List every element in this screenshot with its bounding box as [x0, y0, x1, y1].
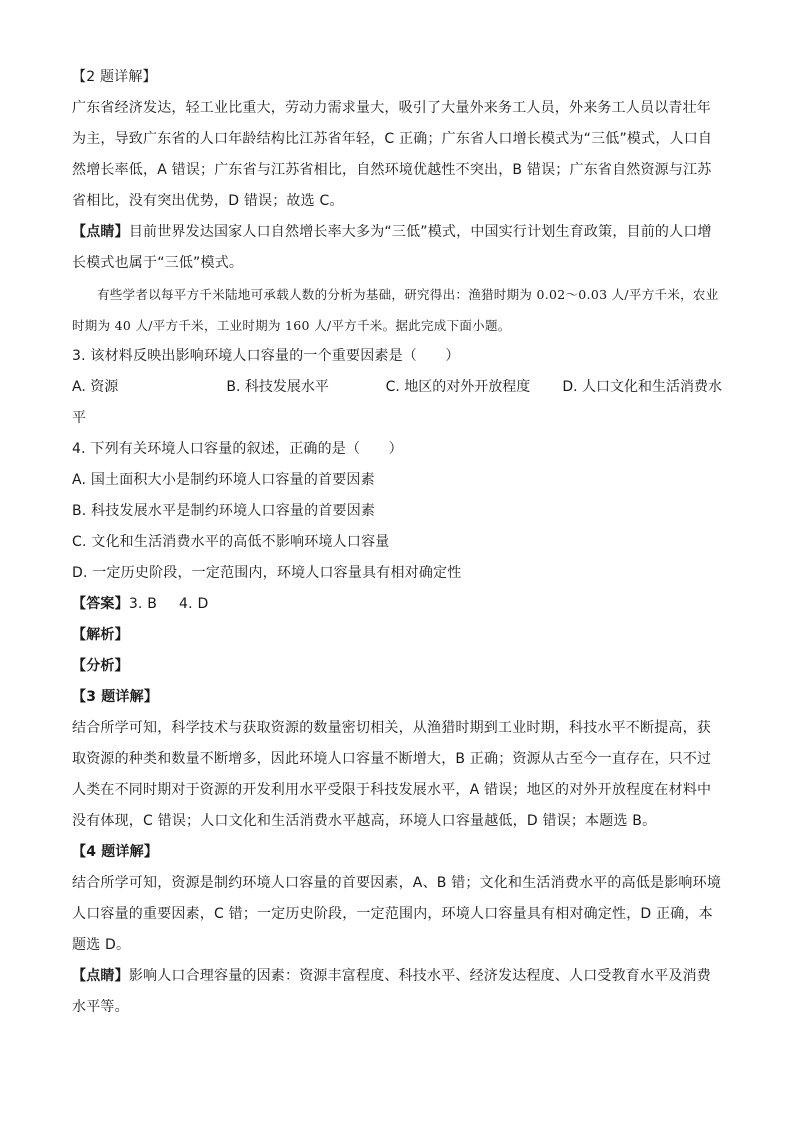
answer-q4: 4. D	[179, 596, 209, 612]
q4-stem: 4. 下列有关环境人口容量的叙述，正确的是（ ）	[72, 441, 403, 457]
tip-1-label: 【点睛】	[72, 224, 129, 240]
q2-detail-text: 广东省经济发达，轻工业比重大，劳动力需求量大，吸引了大量外来务工人员，外来务工人员以青壮年为主，导致广东省的人口年龄结构比江苏省年轻，C 正确；广东省人口增长模式为“三低”模式，人口自然增长率低，A 错误；广东省与江苏省相比，自然环境优越性不突出，B 错误；广东省自然资源与江苏省相比，没有突出优势，D 错误；故选 C。	[72, 100, 713, 209]
q3-option-b: B. 科技发展水平	[226, 379, 329, 395]
answer-q3: 3. B	[128, 596, 158, 612]
q3-option-d-overflow: 平	[72, 410, 87, 426]
q3-stem: 3. 该材料反映出影响环境人口容量的一个重要因素是（ ）	[72, 348, 460, 364]
tip-2-label: 【点睛】	[72, 968, 129, 984]
q2-detail-heading: 【2 题详解】	[72, 69, 157, 85]
answer-label: 【答案】	[72, 596, 129, 612]
q4-option-b: B. 科技发展水平是制约环境人口容量的首要因素	[72, 503, 376, 519]
q3-option-c: C. 地区的对外开放程度	[385, 379, 531, 395]
q4-detail-heading: 【4 题详解】	[72, 844, 159, 860]
q3-options	[72, 372, 722, 403]
q3-detail-text: 结合所学可知，科学技术与获取资源的数量密切相关，从渔猎时期到工业时期，科技水平不断提高，获取资源的种类和数量不断增多，因此环境人口容量不断增大，B 正确；资源从古至今一直存在，只不过人类在不同时期对于资源的开发利用水平受限于科技发展水平，A 错误；地区的对外开放程度在材料中没有体现，C 错误；人口文化和生活消费水平越高，环境人口容量越低，D 错误；本题选 B。	[72, 720, 712, 829]
q3-option-a: A. 资源	[72, 379, 119, 395]
answer-line	[72, 589, 722, 620]
document-page	[72, 62, 722, 1023]
q4-detail-text: 结合所学可知，资源是制约环境人口容量的首要因素，A、B 错；文化和生活消费水平的高低是影响环境人口容量的重要因素，C 错；一定历史阶段，一定范围内，环境人口容量具有相对确定性，D 正确，本题选 D。	[72, 875, 722, 953]
q3-option-d: D. 人口文化和生活消费水	[562, 379, 722, 395]
q4-option-d: D. 一定历史阶段，一定范围内，环境人口容量具有相对确定性	[72, 565, 462, 581]
tip-1	[72, 217, 722, 279]
fenxi-label: 【分析】	[72, 658, 129, 674]
q3-detail-heading: 【3 题详解】	[72, 689, 159, 705]
q4-option-c: C. 文化和生活消费水平的高低不影响环境人口容量	[72, 534, 390, 550]
analysis-label: 【解析】	[72, 627, 129, 643]
tip-2	[72, 961, 722, 1023]
tip-2-text: 影响人口合理容量的因素：资源丰富程度、科技水平、经济发达程度、人口受教育水平及消费水平等。	[72, 968, 712, 1015]
q4-option-a: A. 国土面积大小是制约环境人口容量的首要因素	[72, 472, 375, 488]
tip-1-text: 目前世界发达国家人口自然增长率大多为“三低”模式，中国实行计划生育政策，目前的人口增长模式也属于“三低”模式。	[72, 224, 712, 271]
material-paragraph: 有些学者以每平方千米陆地可承载人数的分析为基础，研究得出：渔猎时期为 0.02～0.03 人/平方千米，农业时期为 40 人/平方千米，工业时期为 160 人/平方千米。据此完成下面小题。	[72, 287, 719, 333]
